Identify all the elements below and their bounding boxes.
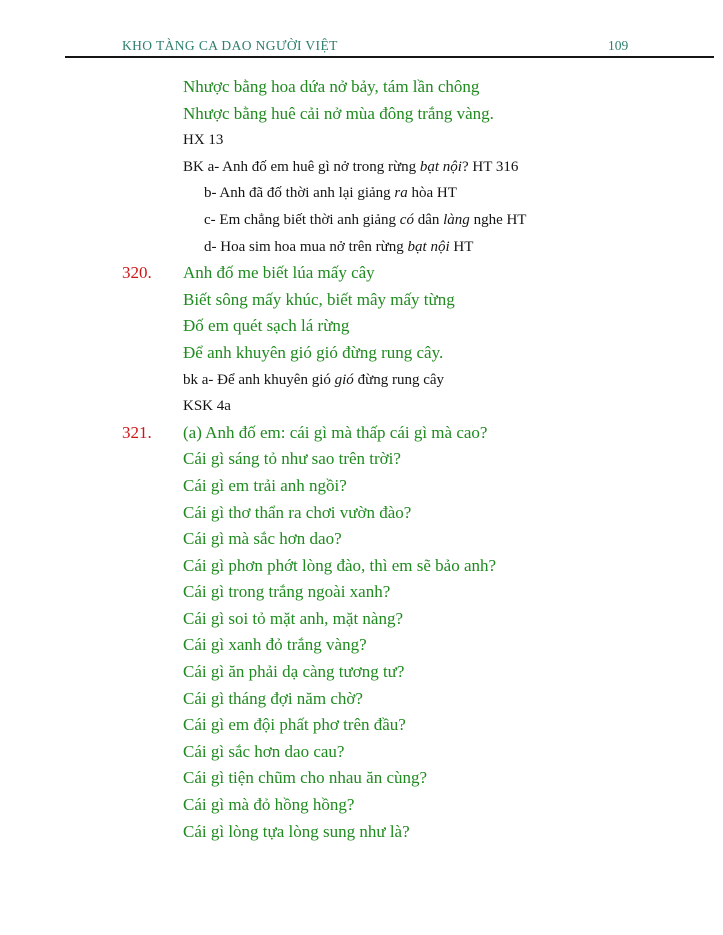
text-segment: Cái gì lòng tựa lòng sung như là? bbox=[183, 821, 410, 841]
text-segment: d- Hoa sim hoa mua nở trên rừng bbox=[204, 238, 408, 255]
line-text bbox=[0, 819, 723, 846]
verse-line bbox=[0, 765, 723, 792]
line-text bbox=[0, 765, 723, 792]
text-segment: Đố em quét sạch lá rừng bbox=[183, 316, 350, 336]
line-text bbox=[0, 260, 723, 287]
line-text bbox=[0, 420, 723, 447]
page-number: 109 bbox=[608, 38, 629, 53]
verse-line bbox=[0, 819, 723, 846]
italic-text-segment: bạt nội bbox=[419, 158, 462, 175]
text-segment: Cái gì phơn phớt lòng đào, thì em sẽ bảo anh? bbox=[183, 555, 497, 575]
text-segment: HT bbox=[449, 238, 474, 255]
text-segment: đừng rung cây bbox=[353, 371, 445, 388]
text-segment: BK a- Anh đố em huê gì nở trong rừng bbox=[183, 158, 420, 175]
text-segment: dân bbox=[413, 211, 444, 228]
verse-line bbox=[0, 712, 723, 739]
text-segment: Biết sông mấy khúc, biết mây mấy từng bbox=[183, 289, 455, 309]
text-segment: Cái gì thơ thẩn ra chơi vườn đào? bbox=[183, 502, 412, 522]
text-segment: HX 13 bbox=[183, 132, 224, 149]
verse-line bbox=[0, 313, 723, 340]
text-segment: (a) Anh đố em: cái gì mà thấp cái gì mà cao? bbox=[183, 422, 488, 442]
text-segment: Nhược bằng hoa dứa nở bảy, tám lần chông bbox=[183, 77, 480, 96]
line-text bbox=[0, 500, 723, 527]
text-segment: Nhược bằng huê cải nở mùa đông trắng vàng. bbox=[183, 103, 494, 123]
line-text bbox=[0, 446, 723, 473]
line-text bbox=[0, 526, 723, 553]
annotation-line bbox=[0, 180, 723, 207]
text-segment: Để anh khuyên gió gió đừng rung cây. bbox=[183, 342, 444, 362]
verse-line bbox=[0, 287, 723, 314]
line-text bbox=[0, 712, 723, 739]
verse-line bbox=[0, 340, 723, 367]
verse-line bbox=[0, 659, 723, 686]
italic-text-segment: gió bbox=[334, 371, 354, 388]
text-segment: Cái gì sáng tỏ như sao trên trời? bbox=[183, 449, 401, 469]
text-segment: Cái gì soi tỏ mặt anh, mặt nàng? bbox=[183, 608, 404, 628]
text-segment: ? HT 316 bbox=[461, 158, 519, 175]
text-segment: Anh đố me biết lúa mấy cây bbox=[183, 263, 375, 283]
line-text bbox=[0, 473, 723, 500]
line-text bbox=[0, 234, 723, 261]
text-segment: Cái gì trong trắng ngoài xanh? bbox=[183, 582, 391, 602]
text-segment: Cái gì em trải anh ngồi? bbox=[183, 475, 347, 495]
line-text bbox=[0, 739, 723, 766]
annotation-line bbox=[0, 154, 723, 181]
text-segment: Cái gì em đội phất phơ trên đầu? bbox=[183, 715, 406, 735]
verse-line bbox=[0, 473, 723, 500]
text-segment: Cái gì sắc hơn dao cau? bbox=[183, 741, 345, 761]
line-text bbox=[0, 632, 723, 659]
text-segment: Cái gì tiện chũm cho nhau ăn cùng? bbox=[183, 768, 428, 788]
italic-text-segment: có bbox=[399, 211, 414, 228]
italic-text-segment: bạt nội bbox=[407, 238, 450, 255]
text-segment: nghe HT bbox=[469, 211, 527, 228]
text-segment: Cái gì xanh đỏ trắng vàng? bbox=[183, 635, 367, 655]
line-text bbox=[0, 313, 723, 340]
verse-line bbox=[0, 74, 723, 101]
text-segment: bk a- Để anh khuyên gió bbox=[183, 371, 335, 388]
line-text bbox=[0, 340, 723, 367]
line-text bbox=[0, 287, 723, 314]
line-text bbox=[0, 659, 723, 686]
text-segment: hòa HT bbox=[407, 185, 457, 202]
verse-line bbox=[0, 553, 723, 580]
verse-line bbox=[0, 260, 723, 287]
line-text bbox=[0, 74, 723, 101]
line-text bbox=[0, 606, 723, 633]
italic-text-segment: ra bbox=[394, 185, 408, 202]
text-segment: Cái gì tháng đợi năm chờ? bbox=[183, 688, 363, 708]
line-text bbox=[0, 101, 723, 128]
verse-line bbox=[0, 792, 723, 819]
entry-number: 320. bbox=[122, 263, 152, 283]
line-text bbox=[0, 686, 723, 713]
verse-line bbox=[0, 446, 723, 473]
line-text bbox=[0, 180, 723, 207]
text-segment: c- Em chẳng biết thời anh giảng bbox=[204, 211, 400, 228]
text-segment: b- Anh đã đố thời anh lại giảng bbox=[204, 185, 395, 202]
verse-line bbox=[0, 101, 723, 128]
line-text bbox=[0, 367, 723, 394]
italic-text-segment: làng bbox=[443, 211, 470, 228]
text-segment: Cái gì mà sắc hơn dao? bbox=[183, 529, 342, 549]
header-rule bbox=[65, 56, 714, 58]
page-title: KHO TÀNG CA DAO NGƯỜI VIỆT bbox=[122, 38, 338, 53]
text-segment: Cái gì ăn phải dạ càng tương tư? bbox=[183, 662, 405, 682]
line-text bbox=[0, 553, 723, 580]
verse-line bbox=[0, 526, 723, 553]
verse-line bbox=[0, 686, 723, 713]
annotation-line bbox=[0, 393, 723, 420]
line-text bbox=[0, 154, 723, 181]
verse-line bbox=[0, 500, 723, 527]
text-segment: Cái gì mà đỏ hồng hồng? bbox=[183, 795, 355, 815]
line-text bbox=[0, 579, 723, 606]
annotation-line bbox=[0, 207, 723, 234]
verse-line bbox=[0, 579, 723, 606]
verse-line bbox=[0, 420, 723, 447]
verse-line bbox=[0, 606, 723, 633]
line-text bbox=[0, 792, 723, 819]
text-segment: KSK 4a bbox=[183, 398, 231, 415]
annotation-line bbox=[0, 234, 723, 261]
line-text bbox=[0, 127, 723, 154]
entry-number: 321. bbox=[122, 422, 152, 442]
page-content bbox=[0, 74, 723, 845]
line-text bbox=[0, 207, 723, 234]
annotation-line bbox=[0, 127, 723, 154]
annotation-line bbox=[0, 367, 723, 394]
verse-line bbox=[0, 632, 723, 659]
line-text bbox=[0, 393, 723, 420]
verse-line bbox=[0, 739, 723, 766]
